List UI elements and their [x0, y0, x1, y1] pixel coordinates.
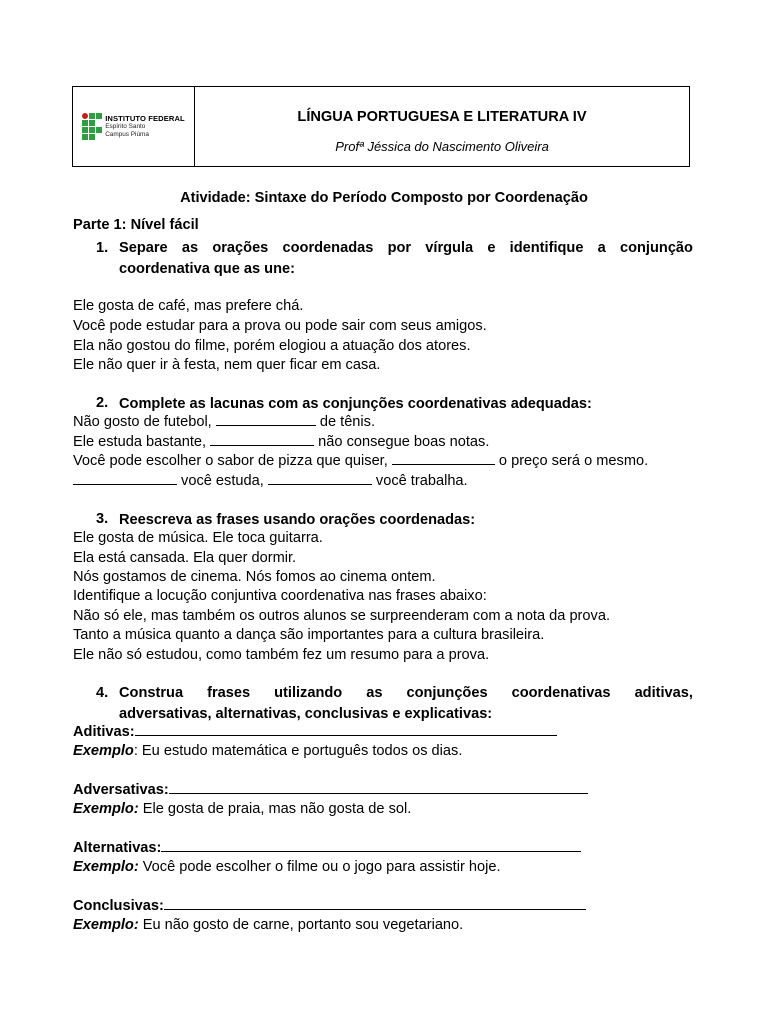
q3-sentence: Ele não só estudou, como também fez um resumo para a prova.: [73, 647, 490, 663]
question-3-number: 3.: [96, 511, 109, 527]
q2-sentence: Ele estuda bastante, não consegue boas notas.: [73, 434, 490, 450]
blank-field[interactable]: [73, 472, 177, 485]
question-4-line-2: adversativas, alternativas, conclusivas e explicativas:: [119, 706, 493, 722]
q3-sentence: Tanto a música quanto a dança são importantes para a cultura brasileira.: [73, 627, 545, 643]
logo-subtitle-2: Campus Piúma: [105, 130, 149, 138]
q1-sentence: Ele gosta de café, mas prefere chá.: [73, 298, 304, 314]
professor-name: Profª Jéssica do Nascimento Oliveira: [335, 139, 549, 154]
adversativas-example: Exemplo: Ele gosta de praia, mas não gosta de sol.: [73, 801, 412, 817]
logo-title: INSTITUTO FEDERAL: [105, 113, 185, 123]
title-cell: [195, 87, 689, 166]
question-4-text: [119, 683, 693, 725]
course-title: LÍNGUA PORTUGUESA E LITERATURA IV: [297, 109, 587, 125]
q2-sentence: Não gosto de futebol, de tênis.: [73, 414, 376, 430]
question-1-line-2: coordenativa que as une:: [119, 261, 295, 277]
question-1-text: [119, 238, 693, 280]
part-heading: Parte 1: Nível fácil: [73, 217, 199, 233]
question-1-line-1: Separe as orações coordenadas por vírgula e identifique a conjunção: [119, 240, 693, 256]
q1-sentence: Ela não gostou do filme, porém elogiou a atuação dos atores.: [73, 338, 471, 354]
q1-sentence: Ele não quer ir à festa, nem quer ficar em casa.: [73, 357, 381, 373]
answer-line[interactable]: [169, 781, 588, 794]
logo-subtitle-1: Espírito Santo: [105, 122, 146, 130]
logo-cell: [73, 87, 195, 166]
q2-sentence: Você pode escolher o sabor de pizza que quiser, o preço será o mesmo.: [73, 453, 649, 469]
institution-logo: [82, 113, 185, 140]
blank-field[interactable]: [392, 452, 495, 465]
blank-field[interactable]: [268, 472, 372, 485]
answer-line[interactable]: [164, 897, 586, 910]
alternativas-row: Alternativas:: [73, 839, 581, 857]
question-4-line-1: Construa frases utilizando as conjunções coordenativas aditivas,: [119, 685, 693, 701]
aditivas-row: Aditivas:: [73, 723, 557, 741]
answer-line[interactable]: [135, 723, 557, 736]
q1-sentence: Você pode estudar para a prova ou pode sair com seus amigos.: [73, 318, 487, 334]
aditivas-example: Exemplo: Eu estudo matemática e português todos os dias.: [73, 743, 463, 759]
header-table: [72, 86, 690, 167]
logo-mark-icon: [82, 113, 102, 140]
question-1-number: 1.: [96, 240, 109, 256]
activity-title: Atividade: Sintaxe do Período Composto por Coordenação: [180, 190, 588, 206]
q3-sentence: Identifique a locução conjuntiva coordenativa nas frases abaixo:: [73, 588, 487, 604]
question-3-text: Reescreva as frases usando orações coordenadas:: [119, 512, 476, 528]
q3-sentence: Nós gostamos de cinema. Nós fomos ao cinema ontem.: [73, 569, 436, 585]
alternativas-example: Exemplo: Você pode escolher o filme ou o jogo para assistir hoje.: [73, 859, 501, 875]
q3-sentence: Ela está cansada. Ela quer dormir.: [73, 550, 297, 566]
conclusivas-row: Conclusivas:: [73, 897, 586, 915]
question-4-number: 4.: [96, 685, 109, 701]
question-2-text: Complete as lacunas com as conjunções coordenativas adequadas:: [119, 396, 592, 412]
question-2-number: 2.: [96, 395, 109, 411]
blank-field[interactable]: [216, 413, 316, 426]
q3-sentence: Não só ele, mas também os outros alunos se surpreenderam com a nota da prova.: [73, 608, 611, 624]
q3-sentence: Ele gosta de música. Ele toca guitarra.: [73, 530, 323, 546]
q2-sentence: você estuda, você trabalha.: [73, 472, 468, 490]
blank-field[interactable]: [210, 433, 314, 446]
adversativas-row: Adversativas:: [73, 781, 588, 799]
answer-line[interactable]: [161, 839, 581, 852]
conclusivas-example: Exemplo: Eu não gosto de carne, portanto sou vegetariano.: [73, 917, 464, 933]
